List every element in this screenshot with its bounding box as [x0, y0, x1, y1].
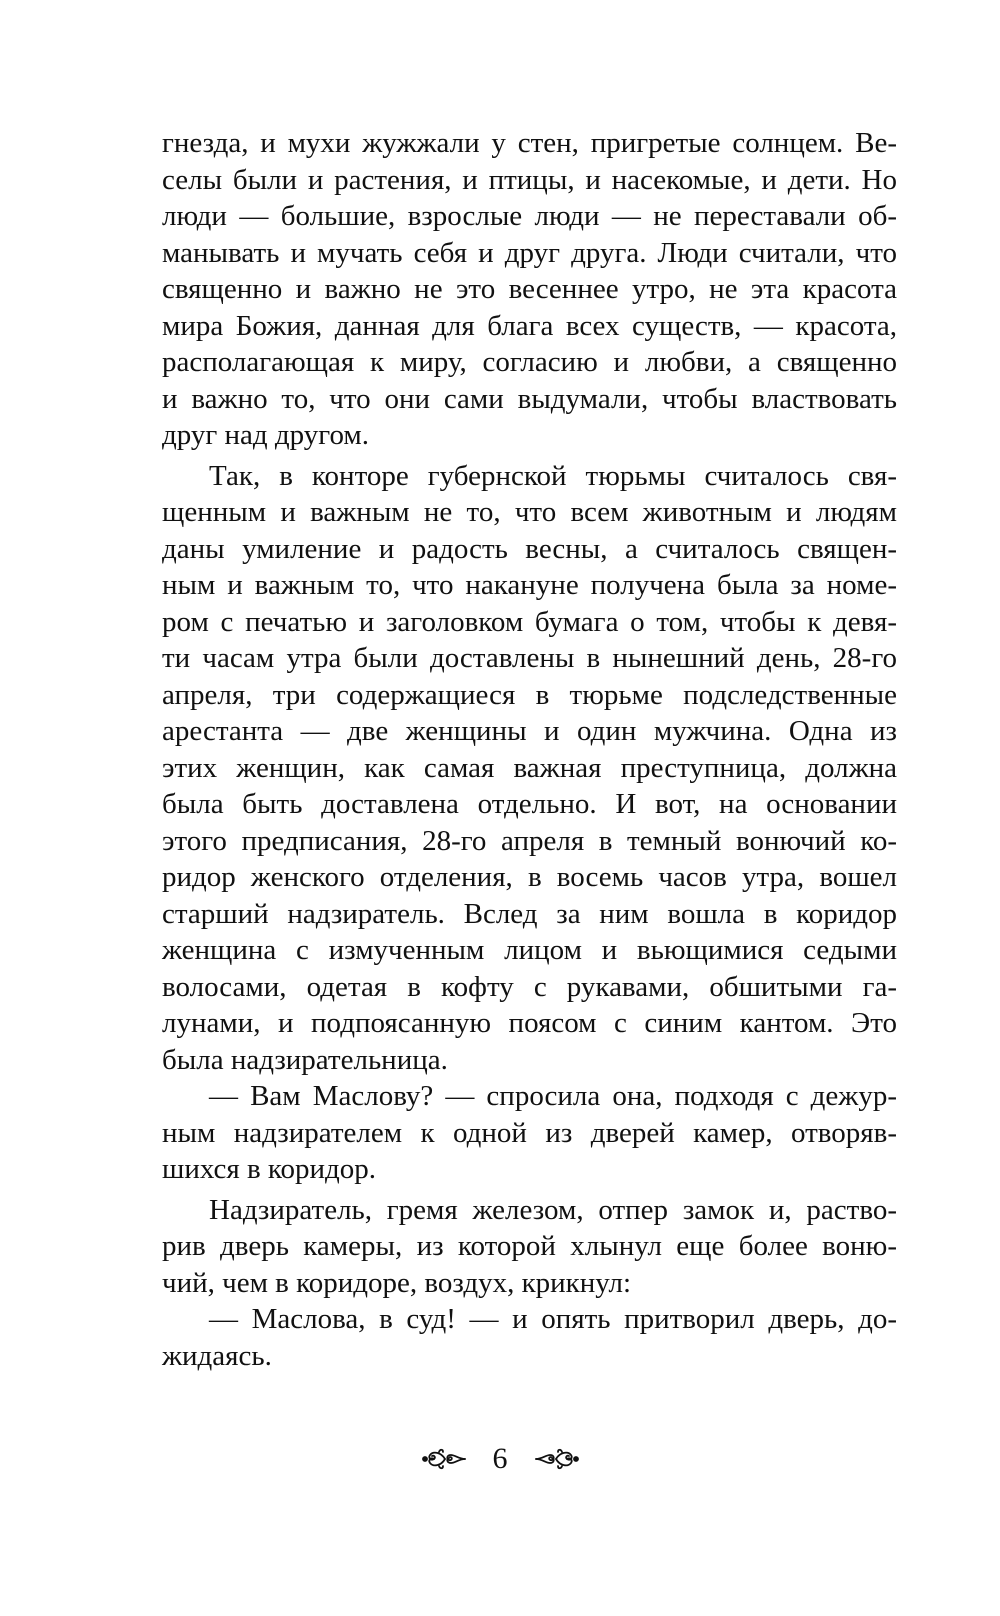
text-line: была быть доставлена отдельно. И вот, на основании — [162, 788, 897, 820]
flourish-ornament-icon — [534, 1446, 580, 1472]
text-line: располагающая к миру, согласию и любви, а священно — [162, 346, 897, 378]
text-line: ным и важным то, что накануне получена была за номе- — [162, 569, 897, 601]
text-line: — Вам Маслову? — спросила она, подходя с дежур- — [209, 1080, 897, 1112]
text-line: Надзиратель, гремя железом, отпер замок и, раство- — [209, 1193, 897, 1226]
text-line: — Маслова, в суд! — и опять притворил дверь, до- — [209, 1303, 897, 1335]
text-line: ридор женского отделения, в восемь часов утра, вошел — [162, 861, 897, 893]
text-line: гнезда, и мухи жужжали у стен, пригретые солнцем. Ве- — [162, 127, 897, 159]
flourish-ornament-icon — [421, 1446, 467, 1472]
text-line: манывать и мучать себя и друг друга. Люди считали, что — [162, 236, 897, 269]
text-line: щенным и важным не то, что всем животным и людям — [162, 496, 897, 528]
paragraph — [162, 1301, 897, 1374]
text-line: друг над другом. — [162, 419, 370, 451]
text-line: волосами, одетая в кофту с рукавами, обшитыми га- — [162, 970, 897, 1003]
text-line: селы были и растения, и птицы, и насекомые, и дети. Но — [162, 163, 897, 196]
text-line: рив дверь камеры, из которой хлынул еще более воню- — [162, 1230, 897, 1262]
body-text — [162, 125, 897, 1374]
text-line: и важно то, что они сами выдумали, чтобы властвовать — [162, 382, 897, 415]
text-line: чий, чем в коридоре, воздух, крикнул: — [162, 1266, 632, 1299]
text-line: даны умиление и радость весны, а считалось священ- — [162, 532, 897, 565]
text-line: арестанта — две женщины и один мужчина. Одна из — [162, 715, 897, 747]
text-line: Так, в конторе губернской тюрьмы считалось свя- — [209, 459, 897, 492]
text-line: этих женщин, как самая важная преступница, должна — [162, 751, 897, 784]
paragraph — [162, 458, 897, 1079]
text-line: священно и важно не это весеннее утро, не эта красота — [162, 273, 897, 305]
paragraph — [162, 1192, 897, 1302]
page-number: 6 — [492, 1442, 508, 1475]
text-line: ным надзирателем к одной из дверей камер, отворяв- — [162, 1116, 897, 1149]
text-line: лунами, и подпоясанную поясом с синим кантом. Это — [162, 1007, 897, 1039]
text-line: была надзирательница. — [162, 1043, 448, 1076]
page-footer — [0, 1434, 1000, 1484]
text-line: мира Божия, данная для блага всех существ, — красота, — [162, 309, 897, 342]
paragraph — [162, 1078, 897, 1188]
text-line: ром с печатью и заголовком бумага о том, чтобы к девя- — [162, 605, 897, 638]
text-line: апреля, три содержащиеся в тюрьме подследственные — [162, 678, 897, 711]
text-line: ти часам утра были доставлены в нынешний день, 28-го — [162, 642, 897, 674]
text-line: люди — большие, взрослые люди — не переставали об- — [162, 200, 897, 232]
text-line: старший надзиратель. Вслед за ним вошла в коридор — [162, 897, 897, 930]
text-line: шихся в коридор. — [162, 1153, 377, 1185]
text-line: этого предписания, 28-го апреля в темный вонючий ко- — [162, 824, 897, 857]
paragraph — [162, 125, 897, 454]
text-line: женщина с измученным лицом и вьющимися седыми — [162, 934, 897, 966]
text-line: жидаясь. — [162, 1339, 272, 1372]
